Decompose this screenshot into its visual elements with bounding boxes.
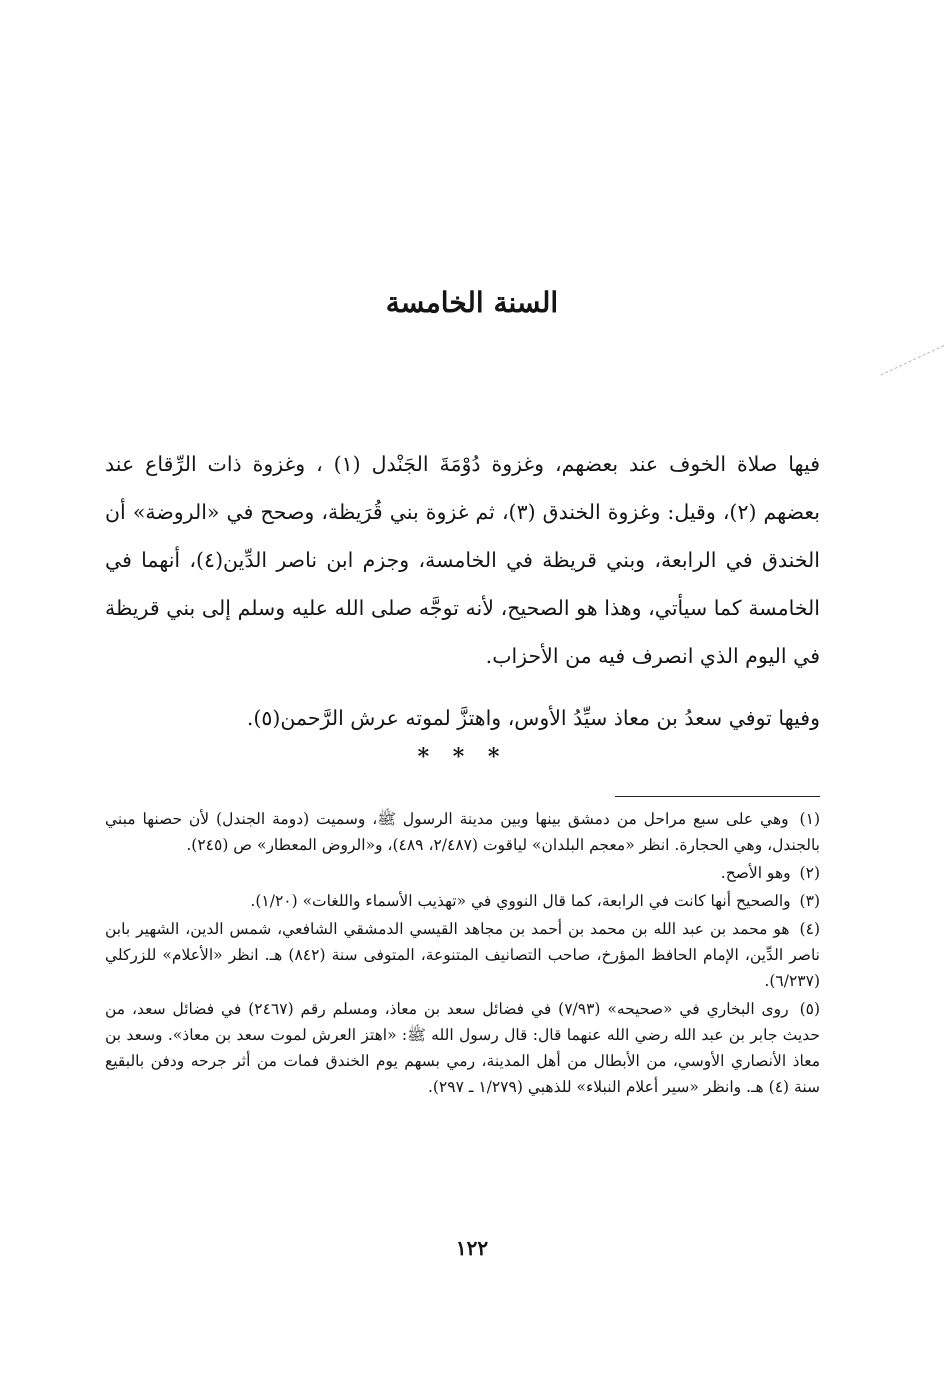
footnotes xyxy=(105,806,820,1102)
footnote-rule xyxy=(615,796,820,797)
footnote xyxy=(105,806,820,858)
footnote xyxy=(105,860,820,886)
page-number: ١٢٢ xyxy=(455,1236,489,1260)
footnote-text: وهي على سبع مراحل من دمشق بينها وبين مدينة الرسول ﷺ، وسميت (دومة الجندل) لأن حصنها مبني بالجندل، وهي الحجارة. انظر «معجم البلدان» لياقوت (٢/٤٨٧، ٤٨٩)، و«الروض المعطار» ص (٢٤٥). xyxy=(105,810,820,854)
section-separator: * * * xyxy=(417,744,508,770)
paragraph-events: فيها صلاة الخوف عند بعضهم، وغزوة دُوْمَةَ الجَنْدل (١) ، وغزوة ذات الرِّقاع عند بعضهم (٢)، وقيل: وغزوة الخندق (٣)، ثم غزوة بني قُرَيظة، وصحح في «الروضة» أن الخندق في الرابعة، وبني قريظة في الخامسة، وجزم ابن ناصر الدِّين(٤)، أنهما في الخامسة كما سيأتي، وهذا هو الصحيح، لأنه توجَّه صلى الله عليه وسلم إلى بني قريظة في اليوم الذي انصرف فيه من الأحزاب. xyxy=(105,452,820,668)
chapter-title: السنة الخامسة xyxy=(385,286,559,319)
footnote xyxy=(105,996,820,1100)
footnote-text: والصحيح أنها كانت في الرابعة، كما قال النووي في «تهذيب الأسماء واللغات» (١/٢٠). xyxy=(250,892,791,910)
footnote-number: (٥) xyxy=(799,1000,821,1018)
main-text xyxy=(105,440,820,772)
footnote xyxy=(105,888,820,914)
scan-mark xyxy=(880,345,944,375)
footnote-number: (٣) xyxy=(799,892,820,910)
footnote-number: (٢) xyxy=(799,864,820,882)
footnote-text: وهو الأصح. xyxy=(720,864,791,882)
footnote-text: هو محمد بن عبد الله بن محمد بن أحمد بن مجاهد القيسي الدمشقي الشافعي، شمس الدين، الشهير بابن ناصر الدِّين، الإمام الحافظ المؤرخ، صاحب التصانيف المتنوعة، المتوفى سنة (٨٤٢) هـ. انظر «الأعلام» للزركلي (٦/٢٣٧). xyxy=(105,920,820,990)
paragraph-saad: وفيها توفي سعدُ بن معاذ سيِّدُ الأوس، واهتزَّ لموته عرش الرَّحمن(٥). xyxy=(246,706,820,730)
footnote-text: روى البخاري في «صحيحه» (٧/٩٣) في فضائل سعد بن معاذ، ومسلم رقم (٢٤٦٧) في فضائل سعد، من حديث جابر بن عبد الله رضي الله عنهما قال: قال رسول الله ﷺ: «اهتز العرش لموت سعد بن معاذ». وسعد بن معاذ الأنصاري الأوسي، من الأبطال من أهل المدينة، رمي بسهم يوم الخندق فمات من أثر جرحه ودفن بالبقيع سنة (٤) هـ. وانظر «سير أعلام النبلاء» للذهبي (١/٢٧٩ ـ ٢٩٧). xyxy=(105,1000,820,1096)
footnote-number: (٤) xyxy=(799,920,820,938)
footnote xyxy=(105,916,820,994)
footnote-number: (١) xyxy=(799,810,820,828)
